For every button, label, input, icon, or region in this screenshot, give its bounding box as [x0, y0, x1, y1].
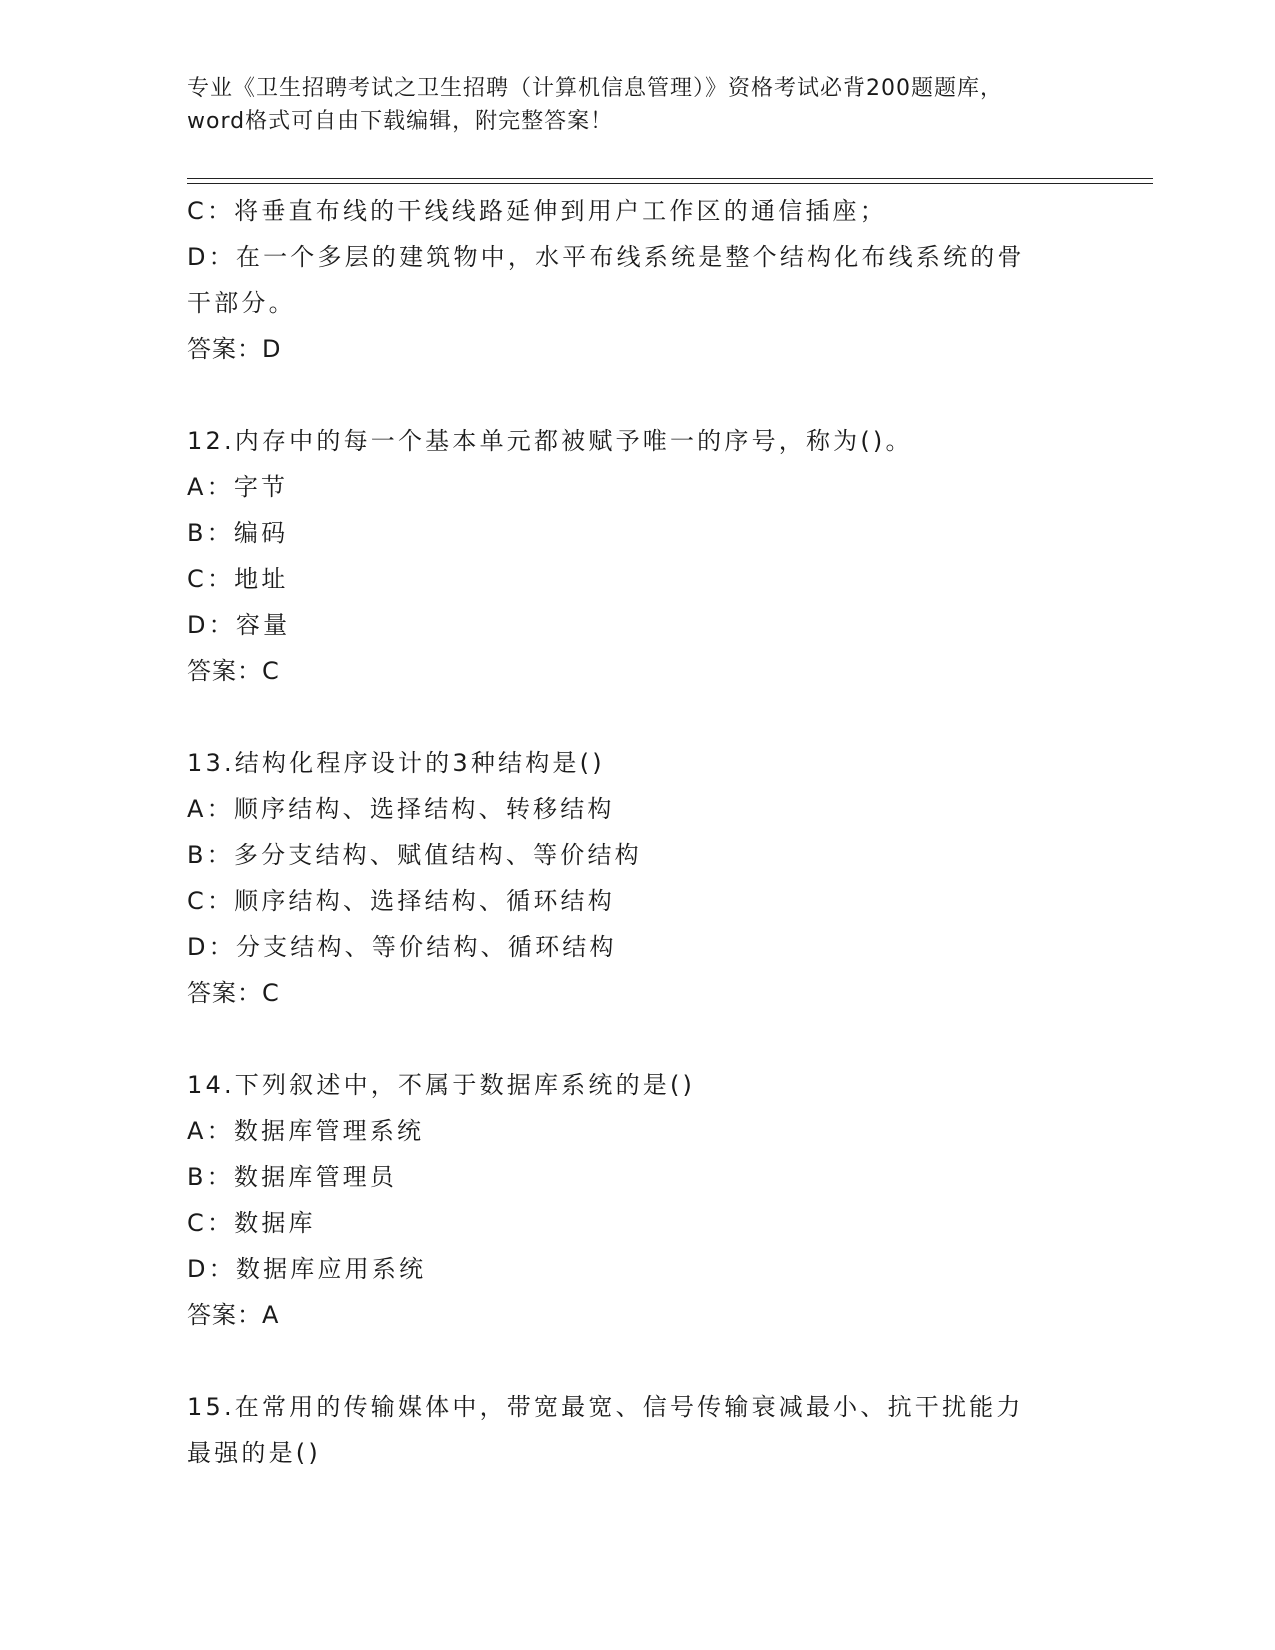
option-c: C：地址: [187, 565, 289, 593]
question-stem-continued: 最强的是(): [187, 1439, 321, 1467]
option-c: C：顺序结构、选择结构、循环结构: [187, 887, 615, 915]
question-stem: 15.在常用的传输媒体中，带宽最宽、信号传输衰减最小、抗干扰能力: [187, 1393, 1024, 1421]
option-d-continued: 干部分。: [187, 289, 296, 317]
option-a: A：顺序结构、选择结构、转移结构: [187, 795, 615, 823]
option-c: C：将垂直布线的干线线路延伸到用户工作区的通信插座；: [187, 197, 887, 225]
spacer: [187, 372, 1067, 418]
spacer: [187, 1338, 1067, 1384]
header-title-line-2: word格式可自由下载编辑，附完整答案！: [187, 109, 614, 134]
question-14: [187, 1062, 1067, 1338]
answer: 答案：C: [187, 657, 280, 685]
header-title-line-1: 专业《卫生招聘考试之卫生招聘（计算机信息管理）》资格考试必背200题题库，: [187, 76, 1003, 101]
option-d: D：数据库应用系统: [187, 1255, 427, 1283]
option-d: D：分支结构、等价结构、循环结构: [187, 933, 617, 961]
option-d: D：容量: [187, 611, 291, 639]
option-b: B：数据库管理员: [187, 1163, 398, 1191]
option-b: B：多分支结构、赋值结构、等价结构: [187, 841, 642, 869]
option-b: B：编码: [187, 519, 289, 547]
question-stem: 12.内存中的每一个基本单元都被赋予唯一的序号，称为()。: [187, 427, 913, 455]
spacer: [187, 1016, 1067, 1062]
option-a: A：字节: [187, 473, 289, 501]
option-d: D：在一个多层的建筑物中，水平布线系统是整个结构化布线系统的骨: [187, 243, 1025, 271]
question-stem: 13.结构化程序设计的3种结构是(): [187, 749, 605, 777]
question-stem: 14.下列叙述中，不属于数据库系统的是(): [187, 1071, 696, 1099]
header-divider-top: [187, 178, 1153, 179]
header-divider-bottom: [187, 183, 1153, 184]
question-11-continued: [187, 188, 1067, 372]
answer: 答案：A: [187, 1301, 280, 1329]
answer: 答案：D: [187, 335, 282, 363]
question-15: [187, 1384, 1067, 1476]
question-12: [187, 418, 1067, 694]
answer: 答案：C: [187, 979, 280, 1007]
question-list: [187, 188, 1067, 1476]
option-a: A：数据库管理系统: [187, 1117, 425, 1145]
spacer: [187, 694, 1067, 740]
question-13: [187, 740, 1067, 1016]
document-header: [187, 72, 1067, 138]
option-c: C：数据库: [187, 1209, 316, 1237]
